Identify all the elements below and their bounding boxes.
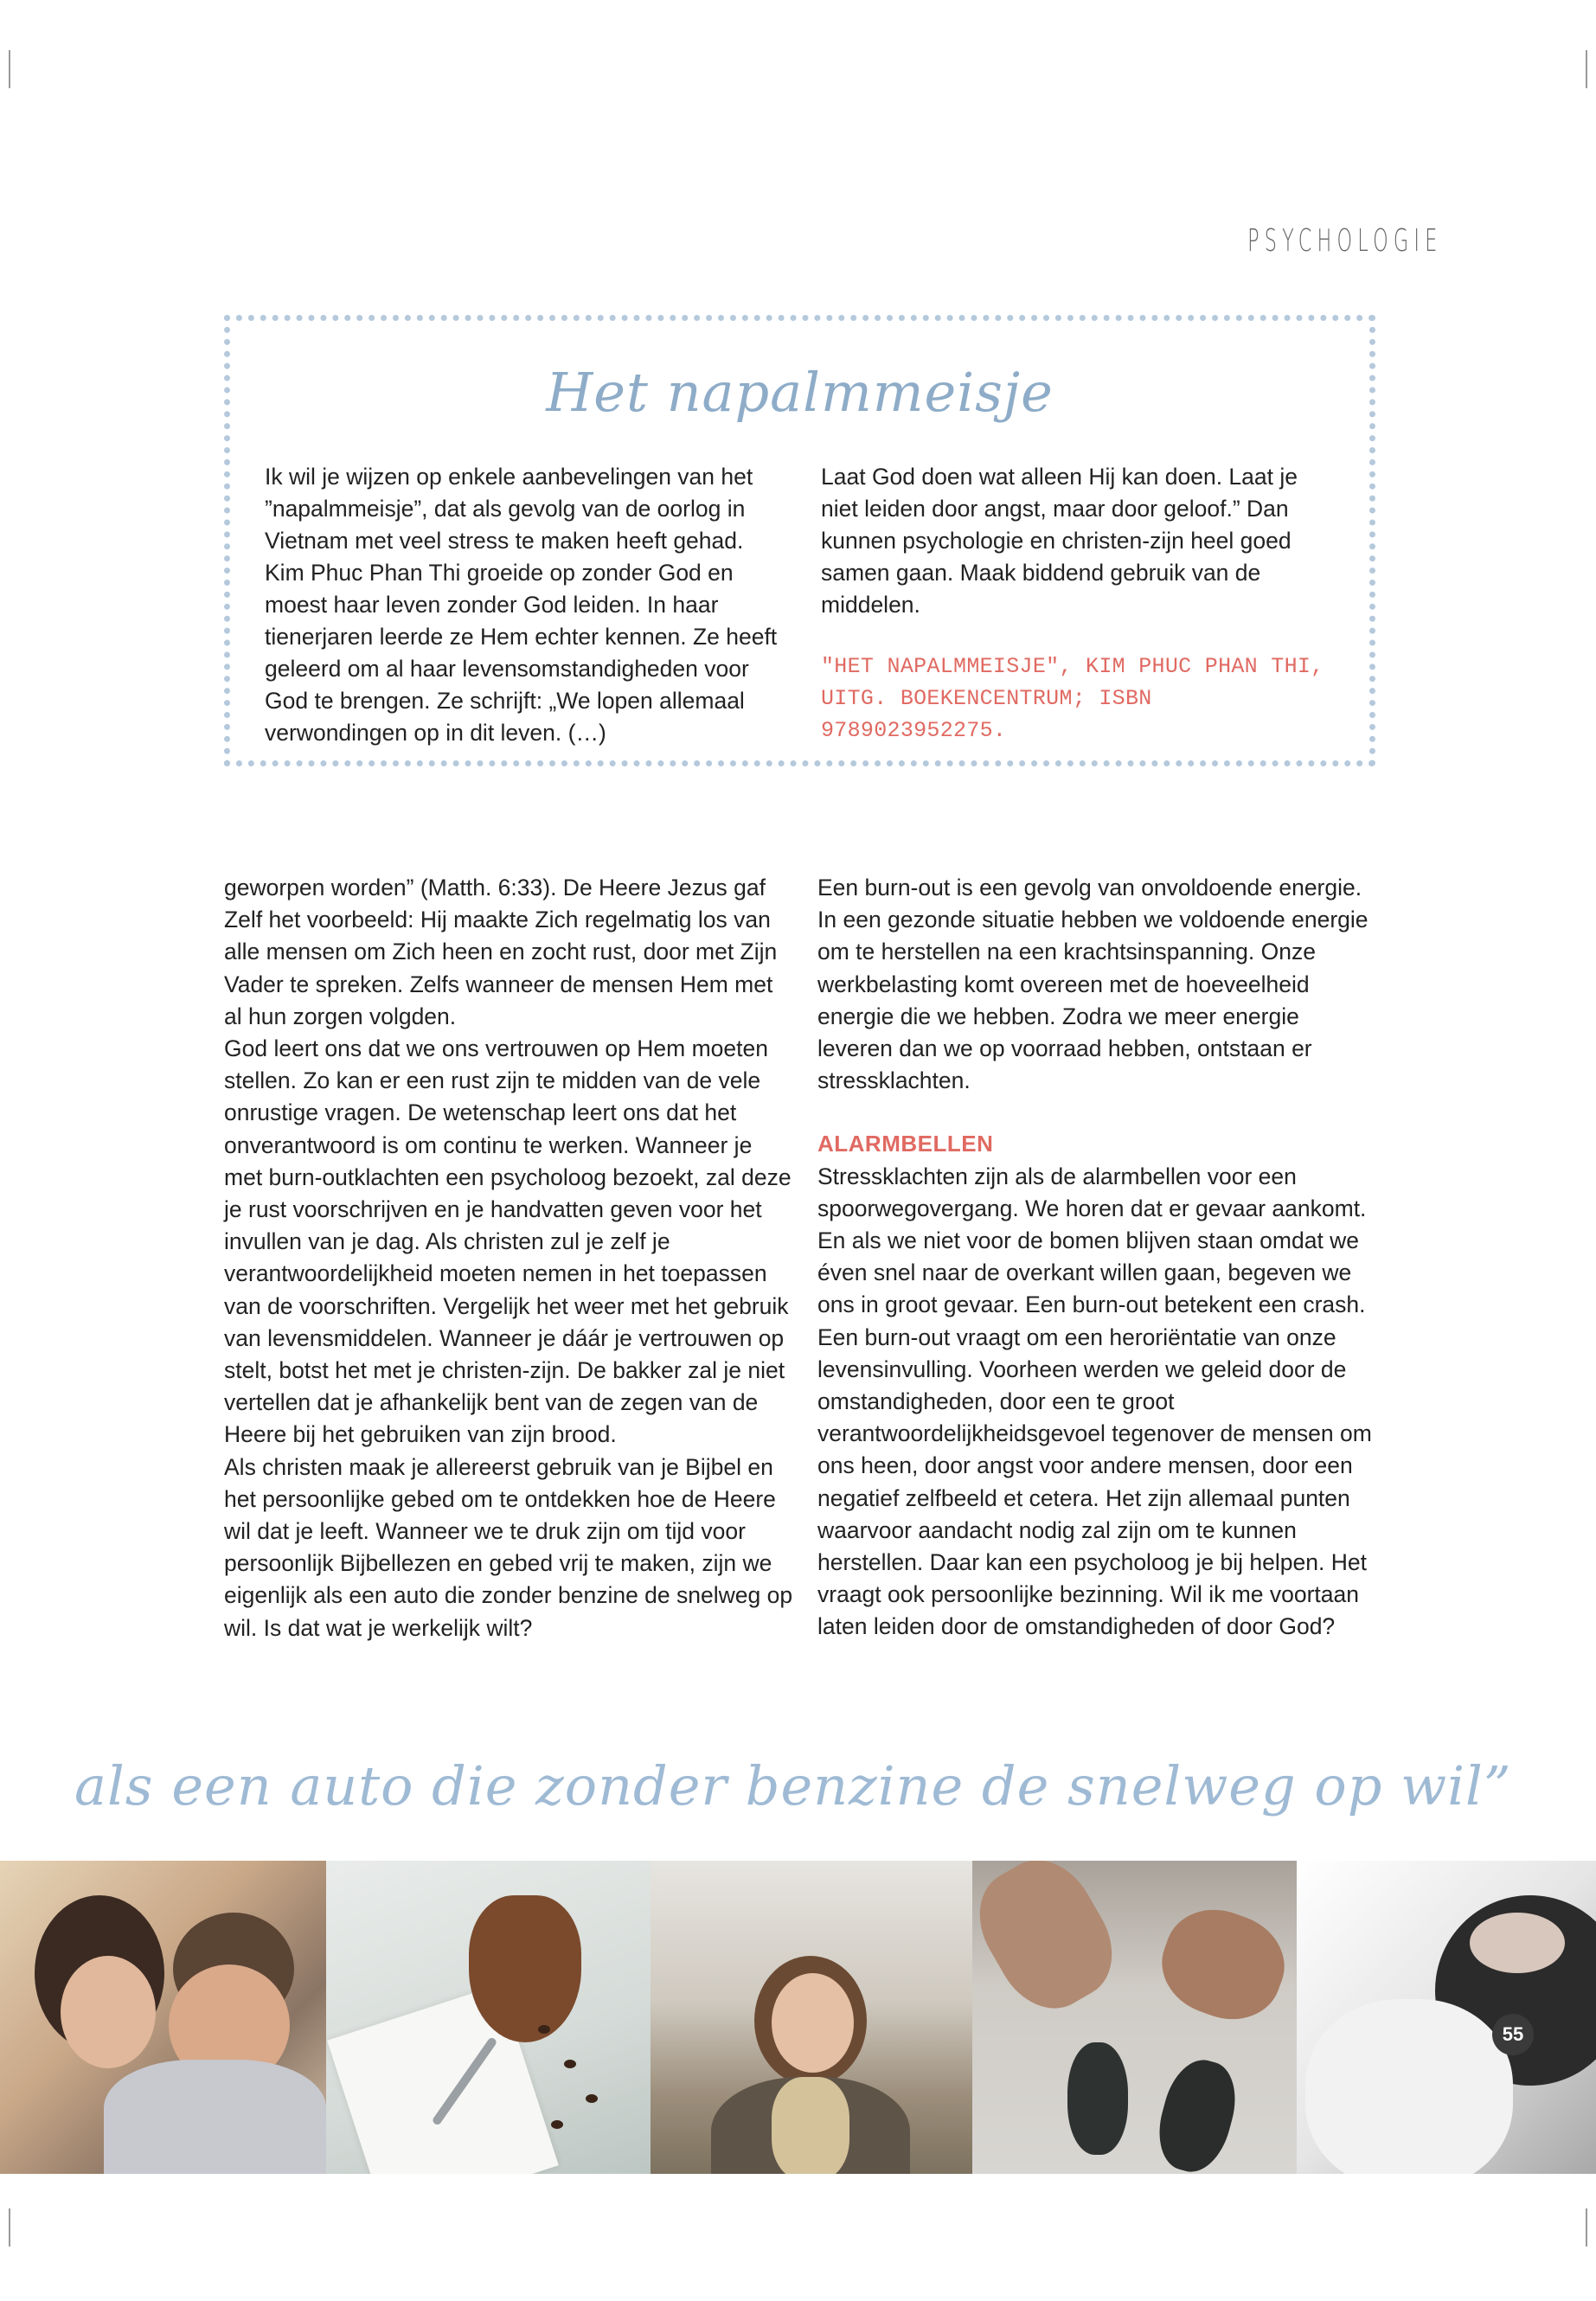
book-citation: "HET NAPALMMEISJE", KIM PHUC PHAN THI, UITG. BOEKENCENTRUM; ISBN 9789023952275. [821,654,1324,743]
article-paragraph: God leert ons dat we ons vertrouwen op Hem moeten stellen. Zo kan er een rust zijn te midden van de vele onrustige vragen. De wetenschap leert ons dat het onverantwoord is om continu te werken. Wanneer je met burn-outklachten een psycholoog bezoekt, zal deze je rust voorschrijven en je handvatten geven voor het invullen van je dag. Als christen zul je zelf je verantwoordelijkheid moeten nemen in het toepassen van de voorschriften. Vergelijk het weer met het gebruik van levensmiddelen. Wanneer je dáár je vertrouwen op stelt, botst het met je christen-zijn. De bakker zal je niet vertellen dat je afhankelijk bent van de zegen van de Heere bij het gebruiken van zijn brood. [224,1035,792,1448]
article-left-column [224,872,795,1644]
section-label: PSYCHOLOGIE [1247,223,1442,259]
photo-smiling-woman [651,1861,972,2174]
subheading: ALARMBELLEN [817,1131,994,1157]
photo-stressed-person [1297,1861,1596,2174]
crop-mark-bottom-left [9,2208,10,2247]
crop-mark-bottom-right [1586,2208,1587,2247]
box-title: Het napalmmeisje [546,361,1054,424]
photo-laughing-couple [0,1861,326,2174]
pull-quote: als een auto die zonder benzine de snelweg op wil” [74,1754,1512,1817]
box-left-text: Ik wil je wijzen op enkele aanbevelingen van het ”napalmmeisje”, dat als gevolg van de oorlog in Vietnam met veel stress te maken heeft gehad. Kim Phuc Phan Thi groeide op zonder God en moest haar leven zonder God leiden. In haar tienerjaren leerde ze Hem echter kennen. Ze heeft geleerd om al haar levensomstandigheden voor God te brengen. Ze schrijft: „We lopen allemaal verwondingen op in dit leven. (…) [265,464,778,746]
article-paragraph: geworpen worden” (Matth. 6:33). De Heere Jezus gaf Zelf het voorbeeld: Hij maakte Zich regelmatig los van alle mensen om Zich heen en zocht rust, door met Zijn Vader te spreken. Zelfs wanneer de mensen Hem met al hun zorgen volgden. [224,875,778,1029]
article-right-column [817,872,1380,1644]
article-paragraph: Stressklachten zijn als de alarmbellen voor een spoorwegovergang. We horen dat er gevaar aankomt. En als we niet voor de bomen blijven staan omdat we éven snel naar de overkant willen gaan, begeven we ons in groot gevaar. Een burn-out betekent een crash. Een burn-out vraagt om een heroriëntatie van onze levensinvulling. Voorheen werden we geleid door de omstandigheden, door een te groot verantwoordelijkheidsgevoel tegenover de mensen om ons heen, door angst voor andere mensen, door een negatief zelfbeeld et cetera. Het zijn allemaal punten waarvoor aandacht nodig zal zijn om te kunnen herstellen. Daar kan een psycholoog je bij helpen. Het vraagt ook persoonlijke bezinning. Wil ik me voortaan laten leiden door de omstandigheden of door God? [817,1163,1372,1640]
box-right-text: Laat God doen wat alleen Hij kan doen. Laat je niet leiden door angst, maar door geloof.” Dan kunnen psychologie en christen-zijn heel goed samen gaan. Maak biddend gebruik van de middelen. [821,464,1298,618]
photo-boots [972,1861,1297,2174]
sidebar-box [224,315,1375,766]
page-number-badge: 55 [1492,2014,1534,2055]
crop-mark-top-left [9,50,10,88]
crop-mark-top-right [1586,50,1587,88]
article-paragraph: Een burn-out is een gevolg van onvoldoende energie. In een gezonde situatie hebben we voldoende energie om te herstellen na een krachtsinspanning. Onze werkbelasting komt overeen met de hoeveelheid energie die we hebben. Zodra we meer energie leveren dan we op voorraad hebben, ontstaan er stressklachten. [817,875,1368,1094]
box-left-column [265,461,784,749]
box-right-column [821,461,1340,747]
article-paragraph: Als christen maak je allereerst gebruik van je Bijbel en het persoonlijke gebed om te ontdekken hoe de Heere wil dat je leeft. Wanneer we te druk zijn om tijd voor persoonlijk Bijbellezen en gebed vrij te maken, zijn we eigenlijk als een auto die zonder benzine de snelweg op wil. Is dat wat je werkelijk wilt? [224,1453,793,1641]
photo-coffee-notebook [326,1861,651,2174]
photo-strip [0,1861,1596,2174]
